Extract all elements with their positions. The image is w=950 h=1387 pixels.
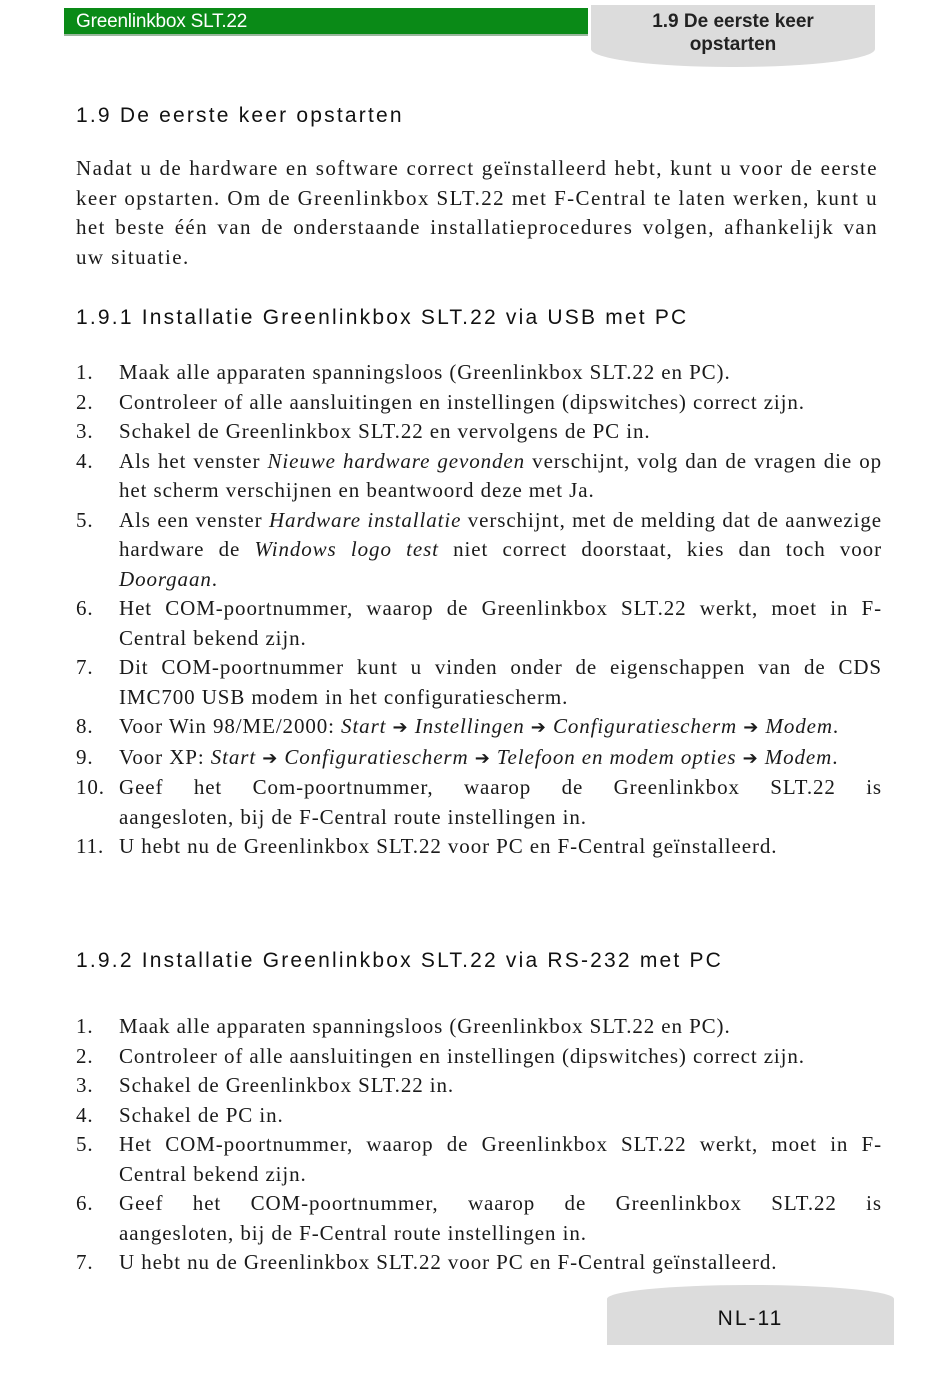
step-emphasis: Telefoon en modem opties bbox=[496, 744, 737, 769]
step-text: Dit COM-poortnummer kunt u vinden onder de eigenschappen van de CDS IMC700 USB modem in het configuratiescherm. bbox=[119, 655, 882, 709]
arrow-right-icon: ➔ bbox=[742, 747, 759, 769]
list-item bbox=[76, 358, 882, 388]
list-item bbox=[76, 1248, 882, 1278]
step-emphasis: Configuratiescherm bbox=[284, 744, 469, 769]
arrow-right-icon: ➔ bbox=[530, 717, 547, 738]
step-emphasis: Instellingen bbox=[414, 714, 525, 738]
step-text: Voor XP: bbox=[119, 744, 211, 769]
step-text: Controleer of alle aansluitingen en instellingen (dipswitches) correct zijn. bbox=[119, 389, 805, 414]
step-text: Schakel de Greenlinkbox SLT.22 en vervolgens de PC in. bbox=[119, 419, 651, 443]
list-item bbox=[76, 653, 882, 712]
step-text: Als het venster bbox=[119, 448, 268, 473]
list-item bbox=[76, 594, 882, 653]
step-emphasis: Start bbox=[341, 714, 387, 738]
arrow-right-icon: ➔ bbox=[743, 717, 760, 738]
step-emphasis: Configuratiescherm bbox=[552, 714, 738, 738]
list-item bbox=[76, 388, 882, 418]
section-heading: 1.9 De eerste keer opstarten bbox=[76, 104, 404, 127]
header-product-bar bbox=[64, 8, 588, 36]
intro-paragraph: Nadat u de hardware en software correct geïnstalleerd hebt, kunt u voor de eerste keer opstarten. Om de Greenlinkbox SLT.22 met F-Central te laten werken, kunt u het beste één van de onderstaande installatieprocedures volgen, afhankelijk van uw situatie. bbox=[76, 156, 878, 270]
step-text: verschijnt, met de melding dat de aanwezige hardware de bbox=[119, 507, 882, 561]
step-number: 2. bbox=[76, 1043, 94, 1068]
step-number: 11. bbox=[76, 834, 105, 858]
list-item: 8. Voor Win 98/ME/2000: Start ➔ Instellingen ➔ Configuratiescherm ➔ Modem. bbox=[76, 712, 882, 743]
step-number: 10. bbox=[76, 775, 105, 799]
subsection-heading-usb: 1.9.1 Installatie Greenlinkbox SLT.22 via USB met PC bbox=[76, 306, 689, 329]
list-item bbox=[76, 447, 882, 506]
step-text: Schakel de PC in. bbox=[119, 1102, 284, 1127]
step-text: Geef het COM-poortnummer, waarop de Greenlinkbox SLT.22 is bbox=[119, 1191, 882, 1215]
step-text: U hebt nu de Greenlinkbox SLT.22 voor PC en F-Central geïnstalleerd. bbox=[119, 1250, 778, 1274]
step-number: 5. bbox=[76, 1132, 94, 1156]
step-number: 9. bbox=[76, 744, 94, 769]
list-item bbox=[76, 1130, 882, 1189]
step-emphasis: Nieuwe hardware gevonden bbox=[267, 448, 526, 473]
step-number: 6. bbox=[76, 596, 94, 620]
step-emphasis: Modem bbox=[764, 744, 833, 769]
step-text: Maak alle apparaten spanningsloos (Greenlinkbox SLT.22 en PC). bbox=[119, 360, 731, 384]
step-text: Als een venster bbox=[119, 507, 269, 532]
step-text: verschijnt, volg dan de vragen die op het scherm verschijnen en beantwoord deze met Ja. bbox=[119, 448, 883, 502]
step-emphasis: Start bbox=[210, 744, 257, 769]
step-number: 2. bbox=[76, 389, 94, 414]
usb-steps-list bbox=[76, 358, 882, 862]
arrow-right-icon: ➔ bbox=[474, 747, 491, 769]
footer-page-tab bbox=[607, 1285, 894, 1345]
step-text: U hebt nu de Greenlinkbox SLT.22 voor PC en F-Central geïnstalleerd. bbox=[119, 834, 778, 858]
section-tab bbox=[591, 5, 875, 67]
list-item bbox=[76, 773, 882, 832]
list-item bbox=[76, 1071, 882, 1101]
step-number: 4. bbox=[76, 448, 94, 473]
step-text: . bbox=[211, 566, 218, 591]
step-number: 1. bbox=[76, 360, 94, 384]
step-text: aangesloten, bij de F-Central route instellingen in. bbox=[119, 1220, 587, 1245]
list-item bbox=[76, 1189, 882, 1248]
step-text: Schakel de Greenlinkbox SLT.22 in. bbox=[119, 1073, 455, 1097]
arrow-right-icon: ➔ bbox=[392, 717, 409, 738]
step-number: 4. bbox=[76, 1102, 94, 1127]
step-number: 7. bbox=[76, 1250, 94, 1274]
list-item bbox=[76, 1012, 882, 1042]
step-number: 8. bbox=[76, 714, 94, 738]
step-number: 3. bbox=[76, 1073, 94, 1097]
rs232-steps-list bbox=[76, 1012, 882, 1278]
list-item bbox=[76, 506, 882, 595]
step-emphasis: Windows logo test bbox=[254, 537, 439, 561]
step-text: Maak alle apparaten spanningsloos (Greenlinkbox SLT.22 en PC). bbox=[119, 1014, 731, 1038]
step-text: Geef het Com-poortnummer, waarop de Greenlinkbox SLT.22 is bbox=[119, 775, 882, 799]
arrow-right-icon: ➔ bbox=[262, 747, 279, 769]
step-text: Controleer of alle aansluitingen en instellingen (dipswitches) correct zijn. bbox=[119, 1043, 805, 1068]
list-item bbox=[76, 417, 882, 447]
list-item bbox=[76, 1101, 882, 1131]
step-number: 5. bbox=[76, 507, 94, 532]
step-emphasis: Doorgaan bbox=[119, 566, 212, 591]
subsection-heading-rs232: 1.9.2 Installatie Greenlinkbox SLT.22 via RS-232 met PC bbox=[76, 949, 724, 972]
list-item: 9. Voor XP: Start ➔ Configuratiescherm ➔ Telefoon en modem opties ➔ Modem. bbox=[76, 743, 882, 774]
product-name: Greenlinkbox SLT.22 bbox=[76, 11, 248, 32]
step-text: Het COM-poortnummer, waarop de Greenlinkbox SLT.22 werkt, moet in F-Central bekend zijn. bbox=[119, 596, 882, 650]
section-tab-line-2: opstarten bbox=[689, 34, 777, 55]
step-number: 7. bbox=[76, 655, 94, 679]
step-text: Het COM-poortnummer, waarop de Greenlinkbox SLT.22 werkt, moet in F-Central bekend zijn. bbox=[119, 1132, 882, 1186]
step-text: aangesloten, bij de F-Central route instellingen in. bbox=[119, 804, 587, 829]
step-number: 1. bbox=[76, 1014, 94, 1038]
section-tab-line-1: 1.9 De eerste keer bbox=[652, 11, 814, 32]
step-text: Voor Win 98/ME/2000: bbox=[119, 714, 342, 738]
step-number: 3. bbox=[76, 419, 94, 443]
step-number: 6. bbox=[76, 1191, 94, 1215]
list-item bbox=[76, 832, 882, 862]
step-emphasis: Hardware installatie bbox=[268, 507, 462, 532]
page-number: NL-11 bbox=[717, 1307, 784, 1330]
step-emphasis: Modem bbox=[765, 714, 833, 738]
step-text: niet correct doorstaat, kies dan toch voor bbox=[438, 537, 882, 561]
list-item bbox=[76, 1042, 882, 1072]
